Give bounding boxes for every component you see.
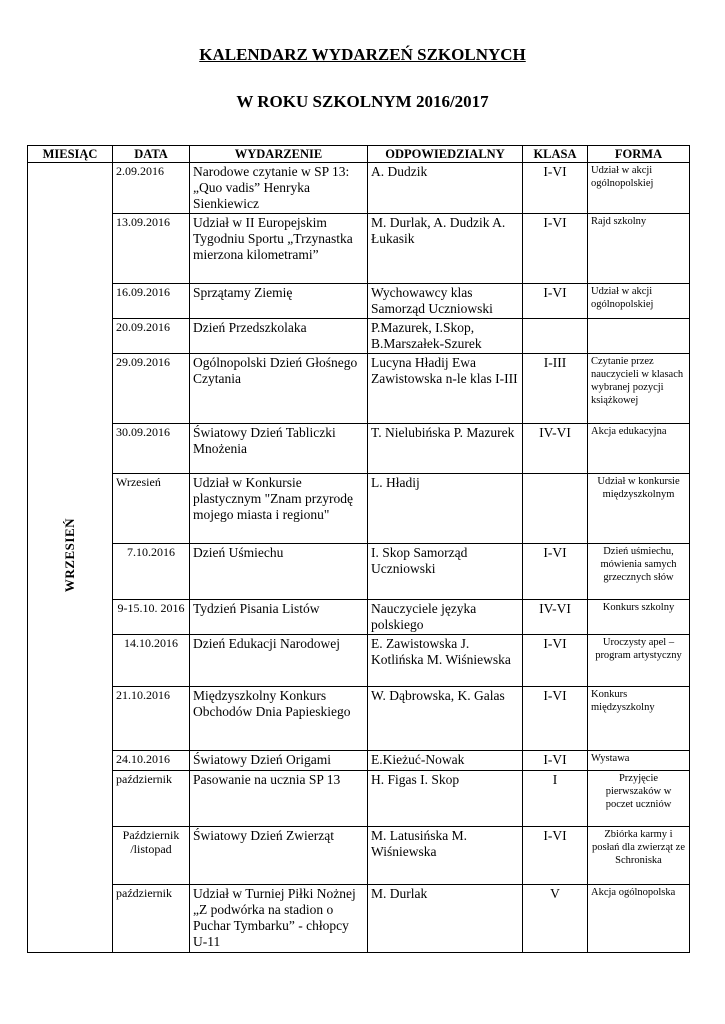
klasa-cell: IV-VI — [523, 600, 588, 635]
responsible-cell: M. Durlak, A. Dudzik A. Łukasik — [368, 214, 523, 284]
event-cell: Międzyszkolny Konkurs Obchodów Dnia Papieskiego — [190, 687, 368, 751]
forma-cell: Czytanie przez nauczycieli w klasach wybranej pozycji książkowej — [588, 354, 690, 424]
event-cell: Dzień Edukacji Narodowej — [190, 635, 368, 687]
table-row — [28, 163, 690, 214]
event-cell: Tydzień Pisania Listów — [190, 600, 368, 635]
responsible-cell: E. Zawistowska J. Kotlińska M. Wiśniewska — [368, 635, 523, 687]
forma-cell: Akcja edukacyjna — [588, 424, 690, 474]
table-row — [28, 544, 690, 600]
event-cell: Ogólnopolski Dzień Głośnego Czytania — [190, 354, 368, 424]
responsible-cell: Nauczyciele języka polskiego — [368, 600, 523, 635]
event-cell: Narodowe czytanie w SP 13: „Quo vadis” Henryka Sienkiewicz — [190, 163, 368, 214]
responsible-cell: I. Skop Samorząd Uczniowski — [368, 544, 523, 600]
responsible-cell: M. Durlak — [368, 885, 523, 953]
table-row — [28, 474, 690, 544]
forma-cell: Konkurs szkolny — [588, 600, 690, 635]
klasa-cell: I-III — [523, 354, 588, 424]
event-cell: Udział w Konkursie plastycznym "Znam przyrodę mojego miasta i regionu" — [190, 474, 368, 544]
event-cell: Udział w II Europejskim Tygodniu Sportu „Trzynastka mierzona kilometrami” — [190, 214, 368, 284]
responsible-cell: A. Dudzik — [368, 163, 523, 214]
events-table — [27, 145, 690, 953]
document-subtitle: W ROKU SZKOLNYM 2016/2017 — [236, 92, 489, 111]
klasa-cell: I-VI — [523, 284, 588, 319]
klasa-cell: I-VI — [523, 827, 588, 885]
header-data: DATA — [113, 146, 190, 163]
header-odpowiedzialny: ODPOWIEDZIALNY — [368, 146, 523, 163]
klasa-cell: I-VI — [523, 635, 588, 687]
event-cell: Światowy Dzień Zwierząt — [190, 827, 368, 885]
klasa-cell: I-VI — [523, 214, 588, 284]
table-row — [28, 635, 690, 687]
klasa-cell: I-VI — [523, 163, 588, 214]
date-cell: 29.09.2016 — [113, 354, 190, 424]
date-cell: 13.09.2016 — [113, 214, 190, 284]
header-miesiac: MIESIĄC — [28, 146, 113, 163]
month-cell — [28, 163, 113, 953]
table-row — [28, 771, 690, 827]
table-row — [28, 319, 690, 354]
date-cell: 7.10.2016 — [113, 544, 190, 600]
table-row — [28, 214, 690, 284]
table-row — [28, 687, 690, 751]
forma-cell: Przyjęcie pierwszaków w poczet uczniów — [588, 771, 690, 827]
table-row — [28, 424, 690, 474]
date-cell: 24.10.2016 — [113, 751, 190, 771]
date-cell: Październik /listopad — [113, 827, 190, 885]
table-row — [28, 600, 690, 635]
month-label: WRZESIEŃ — [62, 518, 77, 593]
klasa-cell — [523, 319, 588, 354]
event-cell: Dzień Przedszkolaka — [190, 319, 368, 354]
event-cell: Pasowanie na ucznia SP 13 — [190, 771, 368, 827]
responsible-cell: Wychowawcy klas Samorząd Uczniowski — [368, 284, 523, 319]
klasa-cell — [523, 474, 588, 544]
table-row — [28, 751, 690, 771]
forma-cell: Rajd szkolny — [588, 214, 690, 284]
forma-cell: Konkurs międzyszkolny — [588, 687, 690, 751]
date-cell: październik — [113, 771, 190, 827]
date-cell: październik — [113, 885, 190, 953]
responsible-cell: M. Latusińska M. Wiśniewska — [368, 827, 523, 885]
forma-cell — [588, 319, 690, 354]
responsible-cell: L. Hładij — [368, 474, 523, 544]
forma-cell: Zbiórka karmy i posłań dla zwierząt ze Schroniska — [588, 827, 690, 885]
header-forma: FORMA — [588, 146, 690, 163]
klasa-cell: V — [523, 885, 588, 953]
klasa-cell: IV-VI — [523, 424, 588, 474]
forma-cell: Dzień uśmiechu, mówienia samych grzecznych słów — [588, 544, 690, 600]
klasa-cell: I — [523, 771, 588, 827]
table-row — [28, 284, 690, 319]
header-wydarzenie: WYDARZENIE — [190, 146, 368, 163]
event-cell: Udział w Turniej Piłki Nożnej „Z podwórka na stadion o Puchar Tymbarku” - chłopcy U-11 — [190, 885, 368, 953]
responsible-cell: H. Figas I. Skop — [368, 771, 523, 827]
date-cell: 16.09.2016 — [113, 284, 190, 319]
table-row — [28, 885, 690, 953]
date-cell: 14.10.2016 — [113, 635, 190, 687]
date-cell: 9-15.10. 2016 — [113, 600, 190, 635]
responsible-cell: P.Mazurek, I.Skop, B.Marszałek-Szurek — [368, 319, 523, 354]
klasa-cell: I-VI — [523, 751, 588, 771]
forma-cell: Udział w akcji ogólnopolskiej — [588, 163, 690, 214]
event-cell: Sprzątamy Ziemię — [190, 284, 368, 319]
table-header-row — [28, 146, 690, 163]
header-klasa: KLASA — [523, 146, 588, 163]
klasa-cell: I-VI — [523, 544, 588, 600]
responsible-cell: Lucyna Hładij Ewa Zawistowska n-le klas I-III — [368, 354, 523, 424]
forma-cell: Wystawa — [588, 751, 690, 771]
responsible-cell: W. Dąbrowska, K. Galas — [368, 687, 523, 751]
table-row — [28, 827, 690, 885]
forma-cell: Uroczysty apel – program artystyczny — [588, 635, 690, 687]
date-cell: 21.10.2016 — [113, 687, 190, 751]
event-cell: Światowy Dzień Tabliczki Mnożenia — [190, 424, 368, 474]
date-cell: 20.09.2016 — [113, 319, 190, 354]
forma-cell: Akcja ogólnopolska — [588, 885, 690, 953]
document-title: KALENDARZ WYDARZEŃ SZKOLNYCH — [199, 45, 526, 64]
klasa-cell: I-VI — [523, 687, 588, 751]
responsible-cell: T. Nielubińska P. Mazurek — [368, 424, 523, 474]
table-row — [28, 354, 690, 424]
date-cell: 2.09.2016 — [113, 163, 190, 214]
responsible-cell: E.Kieżuć-Nowak — [368, 751, 523, 771]
date-cell: Wrzesień — [113, 474, 190, 544]
forma-cell: Udział w konkursie międzyszkolnym — [588, 474, 690, 544]
event-cell: Dzień Uśmiechu — [190, 544, 368, 600]
event-cell: Światowy Dzień Origami — [190, 751, 368, 771]
date-cell: 30.09.2016 — [113, 424, 190, 474]
forma-cell: Udział w akcji ogólnopolskiej — [588, 284, 690, 319]
